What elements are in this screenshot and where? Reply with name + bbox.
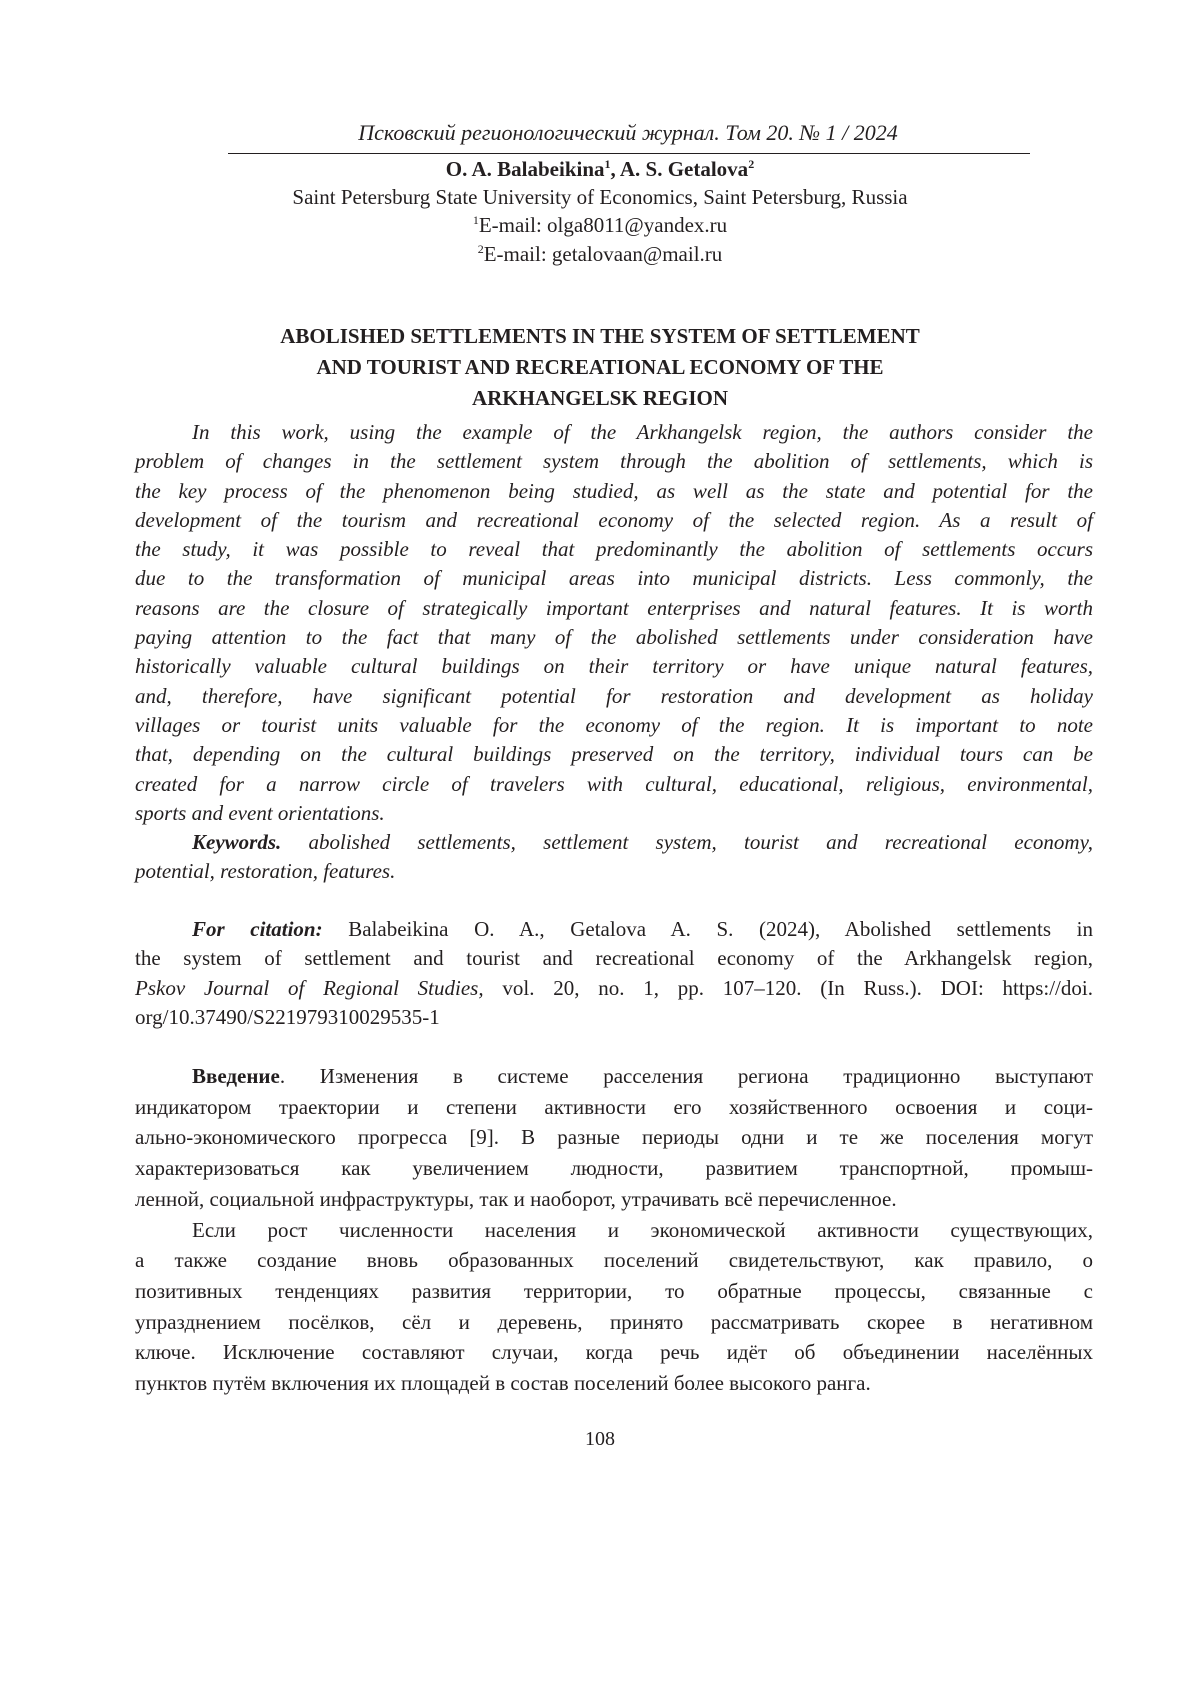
author-1-sup: 1 xyxy=(605,157,611,171)
abstract-line: the key process of the phenomenon being studied, as well as the state and potential for the xyxy=(135,477,1093,506)
citation-line xyxy=(135,915,1093,944)
email-1-text: E-mail: olga8011@yandex.ru xyxy=(479,213,727,237)
authors xyxy=(0,157,1200,182)
email-2 xyxy=(0,242,1200,267)
intro-line: Если рост численности населения и экономической активности существующих, xyxy=(135,1215,1093,1246)
intro-line: ключе. Исключение составляют случаи, когда речь идёт об объединении населённых xyxy=(135,1337,1093,1368)
abstract-line: the study, it was possible to reveal that predominantly the abolition of settlements occurs xyxy=(135,535,1093,564)
email-2-sup: 2 xyxy=(478,242,484,256)
keywords-line: potential, restoration, features. xyxy=(135,857,1093,886)
abstract-line: created for a narrow circle of travelers with cultural, educational, religious, environmental, xyxy=(135,770,1093,799)
page-number: 108 xyxy=(0,1428,1200,1451)
abstract-line: historically valuable cultural buildings on their territory or have unique natural features, xyxy=(135,652,1093,681)
abstract-line: development of the tourism and recreational economy of the selected region. As a result of xyxy=(135,506,1093,535)
intro-line xyxy=(135,1061,1093,1092)
email-1 xyxy=(0,213,1200,238)
intro-line: упразднением посёлков, сёл и деревень, принято рассматривать скорее в негативном xyxy=(135,1307,1093,1338)
abstract-line: villages or tourist units valuable for the economy of the region. It is important to note xyxy=(135,711,1093,740)
affiliation: Saint Petersburg State University of Economics, Saint Petersburg, Russia xyxy=(0,185,1200,210)
keywords-line xyxy=(135,828,1093,857)
intro-line: индикатором траектории и степени активности его хозяйственного освоения и соци- xyxy=(135,1092,1093,1123)
intro-line: ально-экономического прогресса [9]. В разные периоды одни и те же поселения могут xyxy=(135,1122,1093,1153)
email-2-text: E-mail: getalovaan@mail.ru xyxy=(484,242,723,266)
citation-text: vol. 20, no. 1, pp. 107–120. (In Russ.). DOI: https://doi. xyxy=(484,976,1093,1000)
intro-line: ленной, социальной инфраструктуры, так и наоборот, утрачивать всё перечисленное. xyxy=(135,1184,1093,1215)
abstract-line: that, depending on the cultural buildings preserved on the territory, individual tours can be xyxy=(135,740,1093,769)
abstract-line: paying attention to the fact that many of the abolished settlements under consideration have xyxy=(135,623,1093,652)
citation-journal: Pskov Journal of Regional Studies, xyxy=(135,976,484,1000)
title-line: ABOLISHED SETTLEMENTS IN THE SYSTEM OF SETTLEMENT xyxy=(0,321,1200,352)
abstract-line: problem of changes in the settlement system through the abolition of settlements, which is xyxy=(135,447,1093,476)
author-sep: , xyxy=(611,157,620,181)
keywords-label: Keywords. xyxy=(192,830,281,854)
author-1: O. A. Balabeikina xyxy=(446,157,605,181)
title-line: ARKHANGELSK REGION xyxy=(0,383,1200,414)
abstract-line: sports and event orientations. xyxy=(135,799,1093,828)
author-2-sup: 2 xyxy=(748,157,754,171)
author-2: A. S. Getalova xyxy=(620,157,748,181)
intro-line: а также создание вновь образованных поселений свидетельствуют, как правило, о xyxy=(135,1245,1093,1276)
abstract-line: due to the transformation of municipal areas into municipal districts. Less commonly, the xyxy=(135,564,1093,593)
abstract xyxy=(135,418,1093,828)
keywords xyxy=(135,828,1093,887)
intro-label: Введение xyxy=(192,1064,280,1088)
citation-text: Balabeikina O. A., Getalova A. S. (2024), Abolished settlements in xyxy=(323,917,1093,941)
citation-doi[interactable]: org/10.37490/S221979310029535-1 xyxy=(135,1003,1093,1032)
intro-line: характеризоваться как увеличением людности, развитием транспортной, промыш- xyxy=(135,1153,1093,1184)
running-head: Псковский регионологический журнал. Том 20. № 1 / 2024 xyxy=(228,120,1028,146)
intro-text: . Изменения в системе расселения региона традиционно выступают xyxy=(280,1064,1093,1088)
title-line: AND TOURIST AND RECREATIONAL ECONOMY OF THE xyxy=(0,352,1200,383)
citation-line xyxy=(135,974,1093,1003)
abstract-line: In this work, using the example of the Arkhangelsk region, the authors consider the xyxy=(135,418,1093,447)
citation-line: the system of settlement and tourist and recreational economy of the Arkhangelsk region, xyxy=(135,944,1093,973)
intro-line: пунктов путём включения их площадей в состав поселений более высокого ранга. xyxy=(135,1368,1093,1399)
email-1-sup: 1 xyxy=(473,213,479,227)
abstract-line: and, therefore, have significant potential for restoration and development as holiday xyxy=(135,682,1093,711)
header-rule xyxy=(228,153,1030,154)
abstract-line: reasons are the closure of strategically important enterprises and natural features. It is worth xyxy=(135,594,1093,623)
article-title xyxy=(0,321,1200,414)
citation-label: For citation: xyxy=(192,917,323,941)
introduction xyxy=(135,1061,1093,1399)
keywords-text: abolished settlements, settlement system, tourist and recreational economy, xyxy=(281,830,1093,854)
intro-line: позитивных тенденциях развития территории, то обратные процессы, связанные с xyxy=(135,1276,1093,1307)
citation xyxy=(135,915,1093,1032)
